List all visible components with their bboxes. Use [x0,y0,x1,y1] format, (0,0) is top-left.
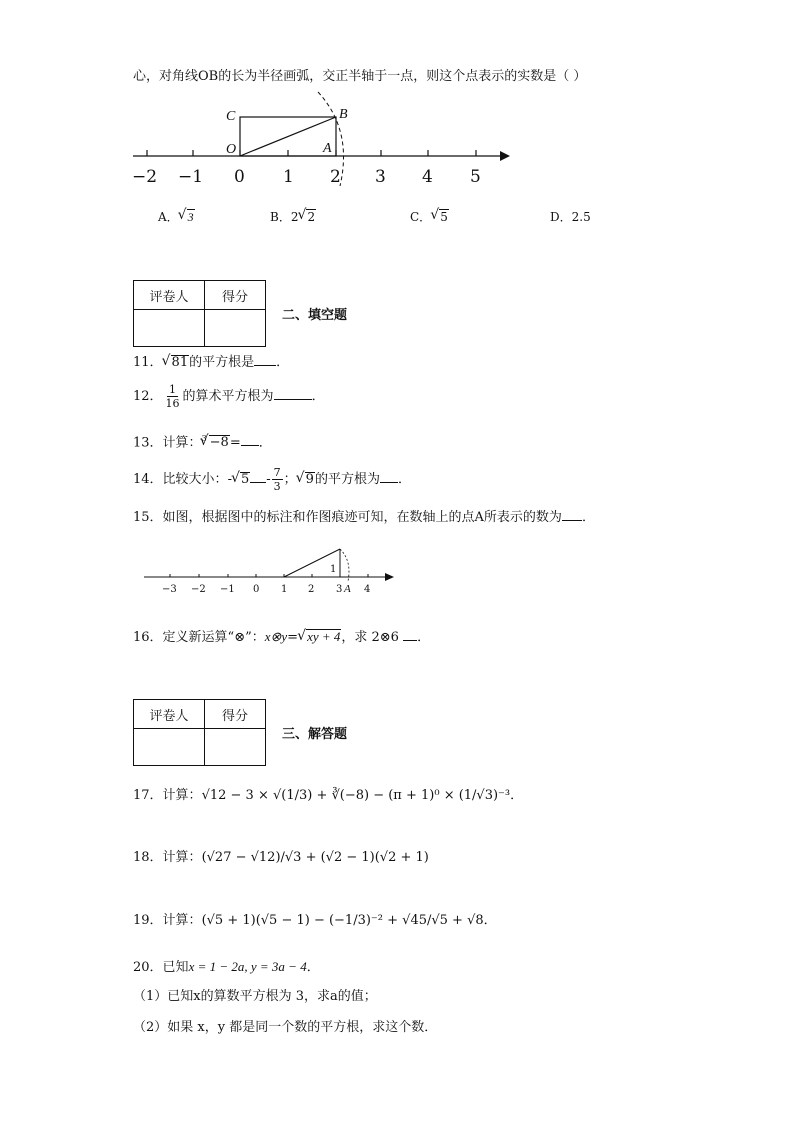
point-label-a: A [344,583,351,595]
tick-label: 4 [422,167,433,187]
figure-number-line-rectangle [128,90,518,190]
q10-text: 心，对角线OB的长为半径画弧，交正半轴于一点，则这个点表示的实数是（ ） [133,69,587,84]
option-a[interactable]: A．√ 3 [158,208,195,225]
option-c[interactable]: C．√ 5 [410,208,449,225]
score-header: 得分 [205,700,266,729]
tick-label: 4 [364,584,371,595]
tick-label: 0 [234,167,245,187]
reviewer-header: 评卷人 [134,700,205,729]
tick-label: 0 [253,584,260,595]
section-title-solve: 三、解答题 [282,727,348,742]
question-12: 12． $\frac{1}{16}$ 的算术平方根为 ． [133,383,325,410]
tick-label: 1 [281,584,288,595]
segment-label: 1 [330,564,337,575]
question-20: 20．已知x = 1 − 2a, y = 3a − 4． [133,959,320,975]
question-15: 15．如图，根据图中的标注和作图痕迹可知，在数轴上的点A所表示的数为 ． [133,510,595,525]
tick-label: 2 [308,584,315,595]
question-20-part-2: （2）如果 x，y 都是同一个数的平方根，求这个数． [133,1020,438,1035]
reviewer-cell[interactable] [134,729,205,766]
tick-label: 3 [336,584,343,595]
section-title-fill-blank: 二、填空题 [282,308,348,323]
question-17: 17．计算：√12 − 3 × √(1/3) + ∛(−8) − (π + 1)⁰ × (1/√3)⁻³． [133,788,524,803]
question-13: 13．计算：$^3$√ −8= ． [133,430,272,452]
tick-label: −1 [178,167,204,187]
score-table [133,280,266,347]
point-label-a: A [323,141,332,156]
math-expression: (√5 + 1)(√5 − 1) − (−1/3)⁻² + √45/√5 + √8 [201,913,484,928]
question-11: 11．√ 81的平方根是 ． [133,353,289,372]
option-b[interactable]: B．2√ 2 [270,208,316,225]
score-cell[interactable] [205,729,266,766]
question-19: 19．计算：(√5 + 1)(√5 − 1) − (−1/3)⁻² + √45/√5 + √8． [133,913,497,928]
tick-label: 2 [330,167,341,187]
reviewer-header: 评卷人 [134,281,205,310]
question-20-part-1: （1）已知x的算数平方根为 3，求a的值； [133,989,377,1004]
figure-number-line-triangle [140,545,400,597]
score-header: 得分 [205,281,266,310]
tick-label: −3 [162,584,177,595]
tick-label: 3 [375,167,386,187]
score-cell[interactable] [205,310,266,347]
point-label-c: C [226,109,236,124]
tick-label: −1 [220,584,235,595]
question-18: 18．计算：(√27 − √12)/√3 + (√2 − 1)(√2 + 1) [133,850,429,865]
point-label-b: B [339,107,348,122]
reviewer-cell[interactable] [134,310,205,347]
math-expression: (√27 − √12)/√3 + (√2 − 1)(√2 + 1) [201,850,429,865]
question-16: 16．定义新运算“⊗”：x⊗y=√ xy + 4，求 2⊗6 ． [133,628,430,647]
point-label-o: O [226,142,237,157]
tick-label: −2 [132,167,158,187]
question-14: 14．比较大小：-√ 5 - $\frac{7}{3}$ ；√ 9的平方根为 ． [133,466,411,493]
score-table [133,699,266,766]
math-expression: √12 − 3 × √(1/3) + ∛(−8) − (π + 1)⁰ × (1/√3)⁻³ [201,788,511,803]
tick-label: 5 [470,167,481,187]
tick-label: −2 [191,584,206,595]
tick-label: 1 [283,167,294,187]
option-d[interactable]: D．2.5 [550,210,591,224]
